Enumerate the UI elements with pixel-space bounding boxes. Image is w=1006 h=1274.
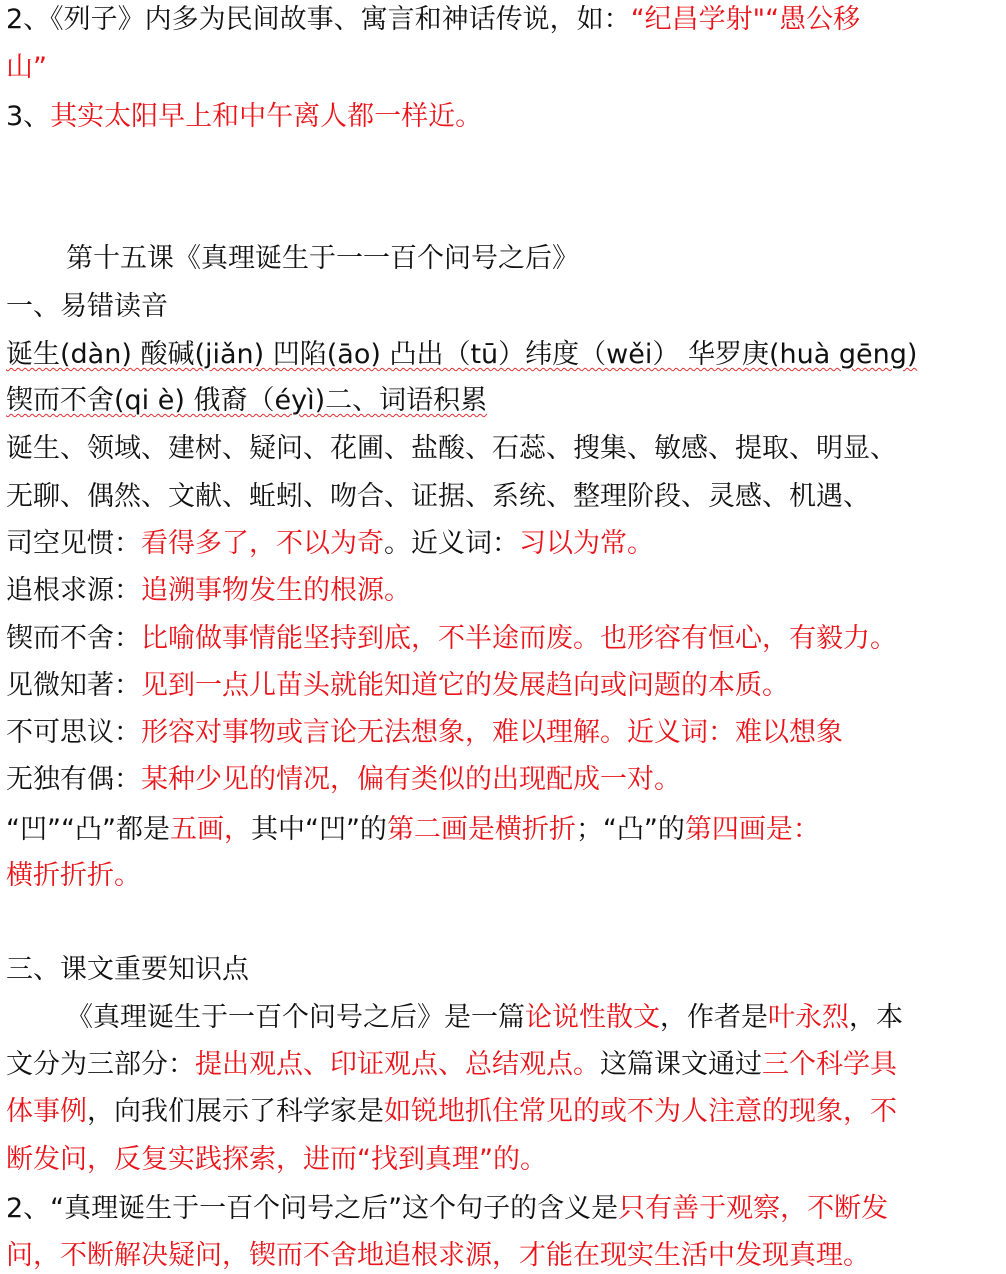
text-line [6, 668, 1002, 704]
text-line [6, 1142, 1002, 1178]
body-text: 司空见惯： [6, 528, 141, 559]
body-text: ，向我们展示了科学家是 [87, 1096, 384, 1127]
body-text: 无独有偶： [6, 764, 141, 795]
body-text: “凹”“凸”都是 [6, 814, 170, 845]
highlighted-text: 比喻做事情能坚持到底，不半途而废。也形容有恒心，有毅力。 [141, 623, 897, 654]
highlighted-text: 其实太阳早上和中午离人都一样近。 [50, 101, 483, 132]
body-text: 3、 [6, 101, 51, 132]
highlighted-text: 形容对事物或言论无法想象，难以理解。近义词：难以想象 [141, 717, 843, 748]
text-line [6, 573, 1002, 609]
text-line [6, 621, 1002, 657]
body-text: 。近义词： [384, 528, 519, 559]
text-line [6, 1238, 1002, 1274]
highlighted-text: 如锐地抓住常见的或不为人注意的现象，不 [384, 1096, 897, 1127]
text-line [6, 99, 1002, 135]
text-line [6, 952, 1002, 988]
highlighted-text: 体事例 [6, 1096, 87, 1127]
text-line [6, 431, 1002, 467]
highlighted-text: 山” [6, 52, 47, 83]
text-line [6, 1191, 1002, 1227]
text-line [6, 2, 1002, 38]
body-text: 诞生(dàn) 酸碱(jiǎn) 凹陷(āo) 凸出（tū）纬度（wěi） 华罗庚(huà gēng) [6, 339, 918, 370]
text-line [66, 241, 1002, 277]
highlighted-text: 三个科学具 [762, 1049, 897, 1080]
body-text: 锲而不舍(qi è) 俄裔（éyì)二、词语积累 [6, 385, 488, 416]
body-text: 锲而不舍： [6, 623, 141, 654]
highlighted-text: 五画， [169, 814, 251, 845]
body-text: ，本 [849, 1002, 903, 1033]
highlighted-text: 断发问，反复实践探索，进而“找到真理”的。 [6, 1144, 547, 1175]
highlighted-text: 横折折折。 [6, 860, 141, 891]
highlighted-text: 见到一点儿苗头就能知道它的发展趋向或问题的本质。 [141, 670, 789, 701]
highlighted-text: 提出观点、印证观点、总结观点。 [195, 1049, 600, 1080]
body-text: 无聊、偶然、文献、蚯蚓、吻合、证据、系统、整理阶段、灵感、机遇、 [6, 481, 870, 512]
highlighted-text: 看得多了，不以为奇 [141, 528, 384, 559]
body-text: 《真理诞生于一百个问号之后》是一篇 [66, 1002, 525, 1033]
text-line [6, 289, 1002, 325]
text-line [6, 50, 1002, 86]
text-line [6, 1047, 1002, 1083]
body-text: 三、课文重要知识点 [6, 954, 249, 985]
body-text: 2、“真理诞生于一百个问号之后”这个句子的含义是 [6, 1193, 619, 1224]
highlighted-text: 论说性散文 [525, 1002, 660, 1033]
text-line [6, 762, 1002, 798]
highlighted-text: 第二画是横折折 [386, 814, 576, 845]
body-text: 文分为三部分： [6, 1049, 195, 1080]
text-line [6, 383, 1002, 419]
highlighted-text: 只有善于观察，不断发 [618, 1193, 889, 1224]
highlighted-text: 问，不断解决疑问，锲而不舍地追根求源，才能在现实生活中发现真理。 [6, 1240, 870, 1271]
text-line [6, 479, 1002, 515]
highlighted-text: 习以为常。 [519, 528, 654, 559]
body-text: 不可思议： [6, 717, 141, 748]
highlighted-text: 某种少见的情况，偏有类似的出现配成一对。 [141, 764, 681, 795]
body-text: 见微知著： [6, 670, 141, 701]
body-text: 一、易错读音 [6, 291, 168, 322]
body-text: 第十五课《真理诞生于一一百个问号之后》 [66, 243, 579, 274]
body-text: 这篇课文通过 [600, 1049, 762, 1080]
body-text: ，作者是 [660, 1002, 768, 1033]
highlighted-text: 第四画是： [684, 814, 820, 845]
body-text: 诞生、领域、建树、疑问、花圃、盐酸、石蕊、搜集、敏感、提取、明显、 [6, 433, 897, 464]
body-text: 其中“凹”的 [250, 814, 387, 845]
highlighted-text: 追溯事物发生的根源。 [141, 575, 411, 606]
body-text: 追根求源： [6, 575, 141, 606]
text-line [6, 858, 1002, 894]
text-line [6, 715, 1002, 751]
text-line [6, 812, 1002, 848]
highlighted-text: 叶永烈 [768, 1002, 849, 1033]
body-text: ；“凸”的 [575, 814, 685, 845]
text-line [6, 337, 1002, 373]
text-line [66, 1000, 1002, 1036]
body-text: 2、《列子》内多为民间故事、寓言和神话传说，如： [6, 4, 631, 35]
highlighted-text: “纪昌学射"“愚公移 [630, 4, 861, 35]
text-line [6, 1094, 1002, 1130]
text-line [6, 526, 1002, 562]
